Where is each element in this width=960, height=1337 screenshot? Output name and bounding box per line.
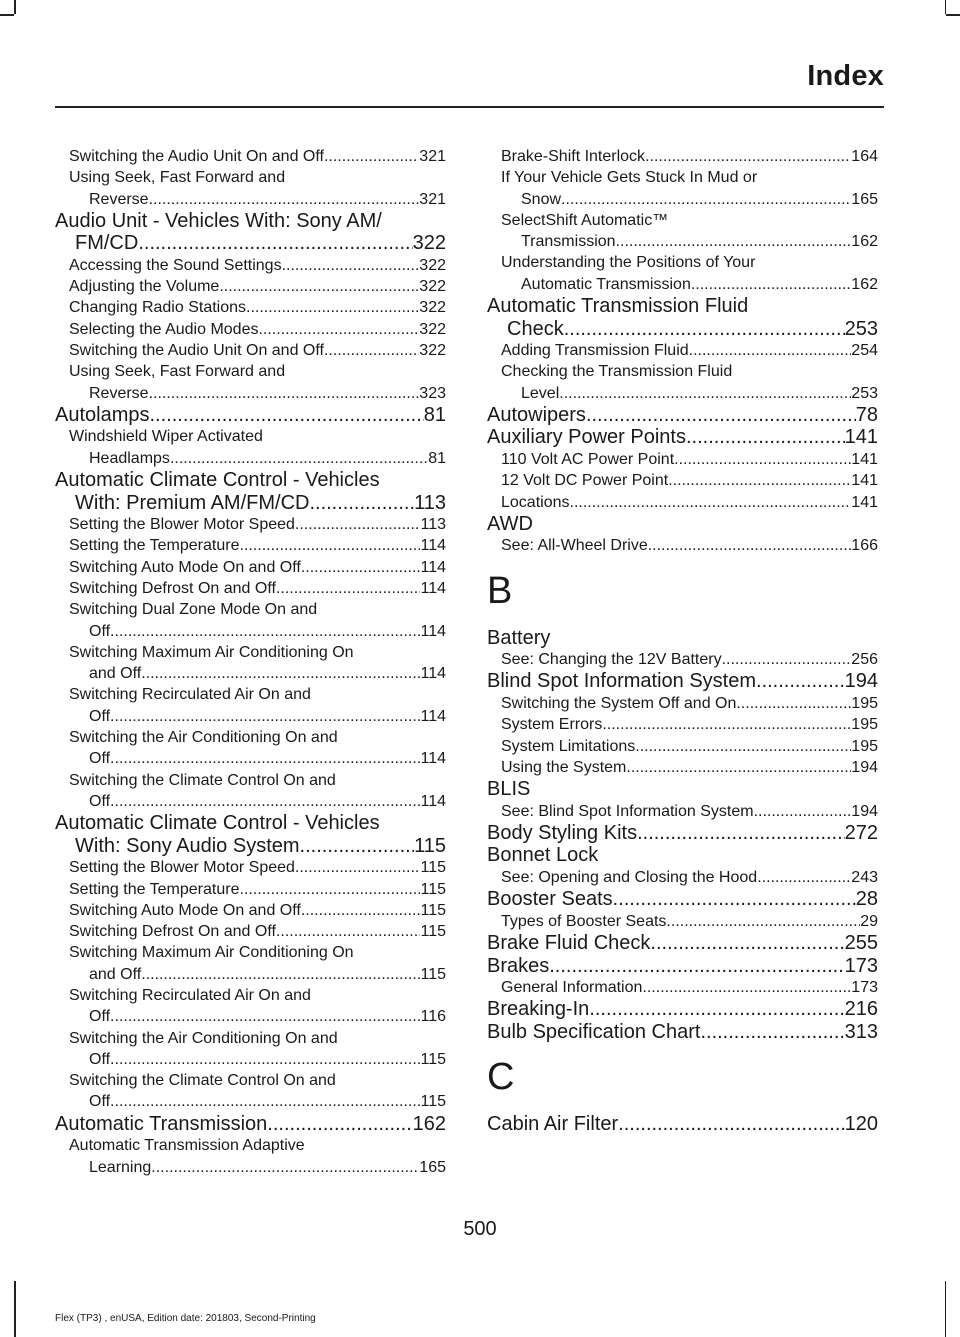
dot-leader (689, 340, 852, 361)
index-entry[interactable] (487, 1113, 878, 1136)
entry-text: and Off (89, 665, 142, 683)
page-reference: 115 (420, 965, 446, 983)
page-reference: 120 (844, 1113, 878, 1136)
page-reference: 29 (860, 912, 878, 930)
page-reference: 115 (420, 923, 446, 941)
dot-leader (602, 714, 851, 735)
page-reference: 115 (420, 1093, 446, 1111)
entry-text: BLIS (487, 778, 531, 801)
index-subentry[interactable] (55, 319, 446, 340)
index-subentry[interactable] (487, 736, 878, 757)
dot-leader (561, 189, 851, 210)
entry-text: Setting the Blower Motor Speed (69, 516, 295, 534)
dot-leader (110, 1091, 420, 1112)
entry-text: Level (521, 384, 560, 402)
index-subentry[interactable] (55, 340, 446, 361)
index-entry[interactable] (487, 888, 878, 911)
index-entry[interactable] (55, 812, 446, 857)
page-reference: 321 (419, 148, 446, 165)
title-divider (55, 106, 884, 108)
dot-leader (642, 977, 851, 998)
dot-leader (613, 888, 856, 911)
index-subentry[interactable] (487, 714, 878, 735)
entry-text: FM/CD (75, 232, 139, 255)
entry-text: Bulb Specification Chart (487, 1020, 701, 1043)
index-subentry[interactable] (487, 340, 878, 361)
entry-text: Automatic Transmission (55, 1112, 268, 1135)
entry-text: Switching Recirculated Air On and (69, 987, 311, 1004)
dot-leader (650, 932, 844, 955)
page-reference: 322 (419, 299, 446, 317)
dot-leader (295, 514, 421, 535)
page-reference: 162 (412, 1112, 446, 1135)
page-reference: 253 (851, 384, 878, 402)
index-subentry[interactable] (55, 900, 446, 921)
dot-leader (246, 297, 419, 318)
crop-mark (945, 0, 947, 14)
entry-text: Switching Maximum Air Conditioning On (69, 944, 354, 962)
dot-leader (239, 879, 420, 900)
entry-text: Windshield Wiper Activated (69, 428, 263, 446)
page-reference: 28 (855, 888, 878, 911)
page-reference: 323 (419, 384, 446, 402)
dot-leader (170, 448, 428, 469)
index-subentry[interactable] (487, 361, 878, 404)
index-subentry[interactable] (55, 942, 446, 985)
index-subentry[interactable] (487, 757, 878, 778)
dot-leader (239, 535, 420, 556)
dot-leader (324, 340, 419, 361)
entry-text: Switching the Air Conditioning On and (69, 729, 338, 747)
index-entry[interactable] (487, 778, 878, 801)
dot-leader (141, 663, 420, 684)
page-reference: 322 (419, 320, 446, 338)
page-reference: 195 (851, 737, 878, 755)
entry-text: Bonnet Lock (487, 844, 599, 867)
index-subentry[interactable] (55, 985, 446, 1028)
dot-leader (300, 835, 415, 858)
index-subentry[interactable] (55, 297, 446, 318)
page-number: 500 (463, 1218, 497, 1240)
entry-text: Audio Unit - Vehicles With: Sony AM/ (55, 209, 382, 232)
index-entry[interactable] (487, 513, 878, 536)
entry-text: Reverse (89, 384, 149, 402)
index-entry[interactable] (487, 822, 878, 845)
entry-text: System Errors (501, 716, 603, 734)
dot-leader (276, 921, 421, 942)
entry-text: 12 Volt DC Power Point (501, 472, 669, 490)
index-subentry[interactable] (55, 921, 446, 942)
page-reference: 114 (420, 792, 446, 810)
page-reference: 113 (414, 491, 446, 514)
page-reference: 78 (855, 403, 878, 426)
page-reference: 321 (419, 190, 446, 208)
page-reference: 114 (420, 622, 446, 640)
index-subentry[interactable] (487, 492, 878, 513)
entry-text: Automatic Climate Control - Vehicles (55, 812, 380, 835)
page-reference: 165 (851, 190, 878, 208)
dot-leader (282, 255, 420, 276)
index-entry[interactable] (487, 627, 878, 650)
entry-text: Switching Recirculated Air On and (69, 686, 311, 704)
entry-text: Switching the Audio Unit On and Off (69, 148, 324, 165)
entry-text: Headlamps (89, 449, 170, 467)
entry-text: Off (89, 792, 111, 810)
dot-leader (586, 404, 856, 427)
entry-text: Using the System (501, 758, 627, 776)
index-subentry[interactable] (487, 535, 878, 556)
entry-text: Snow (521, 190, 562, 208)
dot-leader (141, 964, 420, 985)
entry-text: See: Opening and Closing the Hood (501, 868, 758, 886)
index-entry[interactable] (487, 670, 878, 693)
entry-text: Cabin Air Filter (487, 1113, 619, 1136)
page-reference: 256 (851, 651, 878, 669)
entry-text: Checking the Transmission Fluid (501, 363, 733, 381)
index-subentry[interactable] (55, 1028, 446, 1071)
index-subentry[interactable] (55, 578, 446, 599)
dot-leader (618, 1113, 844, 1136)
dot-leader (151, 1157, 419, 1178)
page-reference: 141 (851, 450, 878, 468)
entry-text: Automatic Transmission (521, 275, 691, 293)
entry-text: Transmission (521, 233, 616, 251)
entry-text: Switching Defrost On and Off (69, 923, 276, 941)
page-title: Index (807, 60, 884, 92)
crop-mark (0, 14, 14, 16)
entry-text: Autolamps (55, 403, 150, 426)
page-reference: 114 (420, 558, 446, 576)
page-reference: 115 (420, 1050, 446, 1068)
entry-text: and Off (89, 965, 142, 983)
index-subentry[interactable] (487, 470, 878, 491)
entry-text: Off (89, 707, 111, 725)
dot-leader (626, 757, 851, 778)
entry-text: Brake-Shift Interlock (501, 148, 646, 165)
page-reference: 114 (420, 750, 446, 768)
entry-text: Accessing the Sound Settings (69, 256, 282, 274)
dot-leader (110, 1049, 420, 1070)
dot-leader (589, 998, 844, 1021)
page-reference: 173 (851, 979, 878, 997)
dot-leader (301, 900, 421, 921)
dot-leader (648, 535, 852, 556)
dot-leader (722, 649, 852, 670)
section-letter: B (487, 569, 513, 612)
page-reference: 114 (420, 579, 446, 597)
dot-leader (668, 470, 851, 491)
index-subentry[interactable] (55, 642, 446, 685)
index-subentry[interactable] (55, 361, 446, 404)
entry-text: Setting the Temperature (69, 880, 240, 898)
entry-text: Off (89, 750, 111, 768)
entry-text: Setting the Blower Motor Speed (69, 859, 295, 877)
entry-text: If Your Vehicle Gets Stuck In Mud or (501, 169, 758, 187)
page-reference: 313 (844, 1020, 878, 1043)
dot-leader (559, 383, 851, 404)
dot-leader (324, 146, 419, 167)
page-reference: 141 (844, 426, 878, 449)
page-reference: 194 (851, 802, 878, 820)
entry-text: Switching the Climate Control On and (69, 771, 336, 789)
crop-mark (14, 1281, 16, 1337)
entry-text: Off (89, 1050, 111, 1068)
dot-leader (691, 274, 851, 295)
page-reference: 162 (851, 233, 878, 251)
dot-leader (570, 492, 852, 513)
entry-text: Off (89, 1093, 111, 1111)
entry-text: Automatic Climate Control - Vehicles (55, 469, 380, 492)
page-reference: 322 (419, 278, 446, 296)
index-subentry[interactable] (487, 649, 878, 670)
index-entry[interactable] (487, 955, 878, 978)
page-reference: 243 (851, 868, 878, 886)
dot-leader (110, 706, 420, 727)
crop-mark (945, 1281, 947, 1337)
entry-text: See: All-Wheel Drive (501, 537, 648, 555)
index-subentry[interactable] (55, 599, 446, 642)
index-subentry[interactable] (487, 977, 878, 998)
entry-text: See: Blind Spot Information System (501, 802, 754, 820)
entry-text: With: Sony Audio System (75, 834, 300, 857)
page-reference: 322 (419, 256, 446, 274)
entry-text: Switching the System Off and On (501, 694, 737, 712)
entry-text: Autowipers (487, 403, 586, 426)
index-subentry[interactable] (487, 167, 878, 210)
dot-leader (549, 955, 844, 978)
index-subentry[interactable] (55, 535, 446, 556)
dot-leader (756, 670, 845, 693)
dot-leader (150, 404, 424, 427)
page-reference: 166 (851, 537, 878, 555)
entry-text: Body Styling Kits (487, 821, 638, 844)
index-column-left (55, 146, 446, 1178)
entry-text: Off (89, 622, 111, 640)
entry-text: Switching the Audio Unit On and Off (69, 342, 324, 360)
entry-text: AWD (487, 512, 533, 535)
page-reference: 194 (844, 670, 878, 693)
index-subentry[interactable] (487, 911, 878, 932)
dot-leader (564, 318, 845, 341)
entry-text: Switching Auto Mode On and Off (69, 901, 301, 919)
dot-leader (276, 578, 421, 599)
entry-text: Types of Booster Seats (501, 912, 667, 930)
index-entry[interactable] (55, 469, 446, 514)
index-subentry[interactable] (55, 146, 446, 167)
dot-leader (138, 232, 412, 255)
dot-leader (700, 1021, 844, 1044)
entry-text: Understanding the Positions of Your (501, 254, 756, 272)
page-reference: 194 (851, 758, 878, 776)
index-entry[interactable] (55, 1113, 446, 1136)
index-subentry[interactable] (55, 557, 446, 578)
page-reference: 113 (420, 516, 446, 534)
page-reference: 164 (851, 148, 878, 165)
entry-text: Reverse (89, 190, 149, 208)
page-reference: 255 (844, 932, 878, 955)
entry-text: Switching Dual Zone Mode On and (69, 601, 318, 619)
page-reference: 322 (419, 342, 446, 360)
dot-leader (637, 822, 845, 845)
dot-leader (635, 736, 851, 757)
index-subentry[interactable] (55, 167, 446, 210)
index-subentry[interactable] (55, 879, 446, 900)
section-letter: C (487, 1056, 515, 1099)
dot-leader (258, 319, 419, 340)
index-subentry[interactable] (55, 255, 446, 276)
dot-leader (110, 621, 420, 642)
dot-leader (295, 857, 421, 878)
entry-text: General Information (501, 979, 643, 997)
index-entry[interactable] (55, 210, 446, 255)
page-reference: 115 (420, 901, 446, 919)
index-subentry[interactable] (55, 514, 446, 535)
entry-text: Selecting the Audio Modes (69, 320, 259, 338)
index-subentry[interactable] (55, 727, 446, 770)
page-reference: 195 (851, 694, 878, 712)
page-reference: 115 (420, 859, 446, 877)
entry-text: With: Premium AM/FM/CD (75, 491, 310, 514)
index-entry[interactable] (487, 844, 878, 867)
index-subentry[interactable] (55, 426, 446, 469)
entry-text: Automatic Transmission Fluid (487, 295, 749, 318)
entry-text: Automatic Transmission Adaptive (69, 1137, 305, 1155)
index-subentry[interactable] (487, 693, 878, 714)
page-reference: 165 (419, 1158, 446, 1176)
page-reference: 81 (423, 403, 446, 426)
page-reference: 272 (844, 821, 878, 844)
entry-text: Adjusting the Volume (69, 278, 220, 296)
entry-text: Check (507, 317, 564, 340)
entry-text: Battery (487, 626, 551, 649)
page-reference: 115 (414, 834, 446, 857)
page-reference: 322 (412, 232, 446, 255)
dot-leader (110, 791, 420, 812)
dot-leader (149, 189, 420, 210)
entry-text: Switching Defrost On and Off (69, 579, 276, 597)
index-subentry[interactable] (487, 801, 878, 822)
index-subentry[interactable] (55, 1070, 446, 1113)
page-reference: 195 (851, 716, 878, 734)
dot-leader (736, 693, 851, 714)
page-reference: 162 (851, 275, 878, 293)
index-subentry[interactable] (55, 770, 446, 813)
dot-leader (110, 748, 420, 769)
entry-text: Switching the Air Conditioning On and (69, 1029, 338, 1047)
dot-leader (149, 383, 420, 404)
index-entry[interactable] (487, 404, 878, 427)
dot-leader (301, 557, 421, 578)
index-subentry[interactable] (55, 857, 446, 878)
page-reference: 114 (420, 665, 446, 683)
index-subentry[interactable] (487, 146, 878, 167)
page-reference: 253 (844, 317, 878, 340)
entry-text: Using Seek, Fast Forward and (69, 169, 286, 187)
entry-text: Brakes (487, 954, 550, 977)
entry-text: Locations (501, 493, 570, 511)
page-reference: 216 (844, 998, 878, 1021)
index-subentry[interactable] (487, 867, 878, 888)
index-subentry[interactable] (55, 1135, 446, 1178)
entry-text: Learning (89, 1158, 152, 1176)
dot-leader (645, 146, 851, 167)
index-subentry[interactable] (55, 276, 446, 297)
dot-leader (110, 1006, 420, 1027)
index-subentry[interactable] (487, 252, 878, 295)
crop-mark (14, 0, 16, 14)
dot-leader (267, 1113, 412, 1136)
page-reference: 115 (420, 880, 446, 898)
dot-leader (666, 911, 860, 932)
page-reference: 114 (420, 707, 446, 725)
crop-mark (946, 14, 960, 16)
entry-text: Switching Maximum Air Conditioning On (69, 643, 354, 661)
index-entry[interactable] (487, 1021, 878, 1044)
index-subentry[interactable] (487, 210, 878, 253)
index-subentry[interactable] (55, 684, 446, 727)
page-reference: 254 (851, 342, 878, 360)
entry-text: SelectShift Automatic™ (501, 211, 669, 229)
index-entry[interactable] (487, 998, 878, 1021)
page-reference: 116 (420, 1008, 446, 1026)
entry-text: System Limitations (501, 737, 636, 755)
page-reference: 81 (428, 449, 446, 467)
entry-text: Switching the Climate Control On and (69, 1072, 336, 1090)
entry-text: Using Seek, Fast Forward and (69, 363, 286, 381)
entry-text: 110 Volt AC Power Point (501, 450, 675, 468)
entry-text: Switching Auto Mode On and Off (69, 558, 301, 576)
entry-text: Brake Fluid Check (487, 932, 651, 955)
page-reference: 114 (420, 537, 446, 555)
dot-leader (686, 426, 845, 449)
entry-text: Booster Seats (487, 888, 613, 911)
index-entry[interactable] (487, 932, 878, 955)
entry-text: Off (89, 1008, 111, 1026)
index-column-right (487, 146, 878, 1136)
dot-leader (219, 276, 419, 297)
entry-text: Breaking-In (487, 998, 590, 1021)
footer-edition: Flex (TP3) , enUSA, Edition date: 201803, Second-Printing (55, 1313, 316, 1324)
dot-leader (309, 492, 414, 515)
page-reference: 141 (851, 472, 878, 490)
dot-leader (674, 449, 851, 470)
index-entry[interactable] (487, 295, 878, 340)
entry-text: See: Changing the 12V Battery (501, 651, 722, 669)
dot-leader (754, 801, 852, 822)
entry-text: Changing Radio Stations (69, 299, 247, 317)
entry-text: Adding Transmission Fluid (501, 342, 689, 360)
entry-text: Auxiliary Power Points (487, 426, 686, 449)
page-reference: 141 (851, 493, 878, 511)
index-subentry[interactable] (487, 449, 878, 470)
index-entry[interactable] (55, 404, 446, 427)
dot-leader (757, 867, 851, 888)
index-entry[interactable] (487, 426, 878, 449)
dot-leader (616, 231, 852, 252)
entry-text: Setting the Temperature (69, 537, 240, 555)
entry-text: Blind Spot Information System (487, 670, 757, 693)
page-reference: 173 (844, 954, 878, 977)
